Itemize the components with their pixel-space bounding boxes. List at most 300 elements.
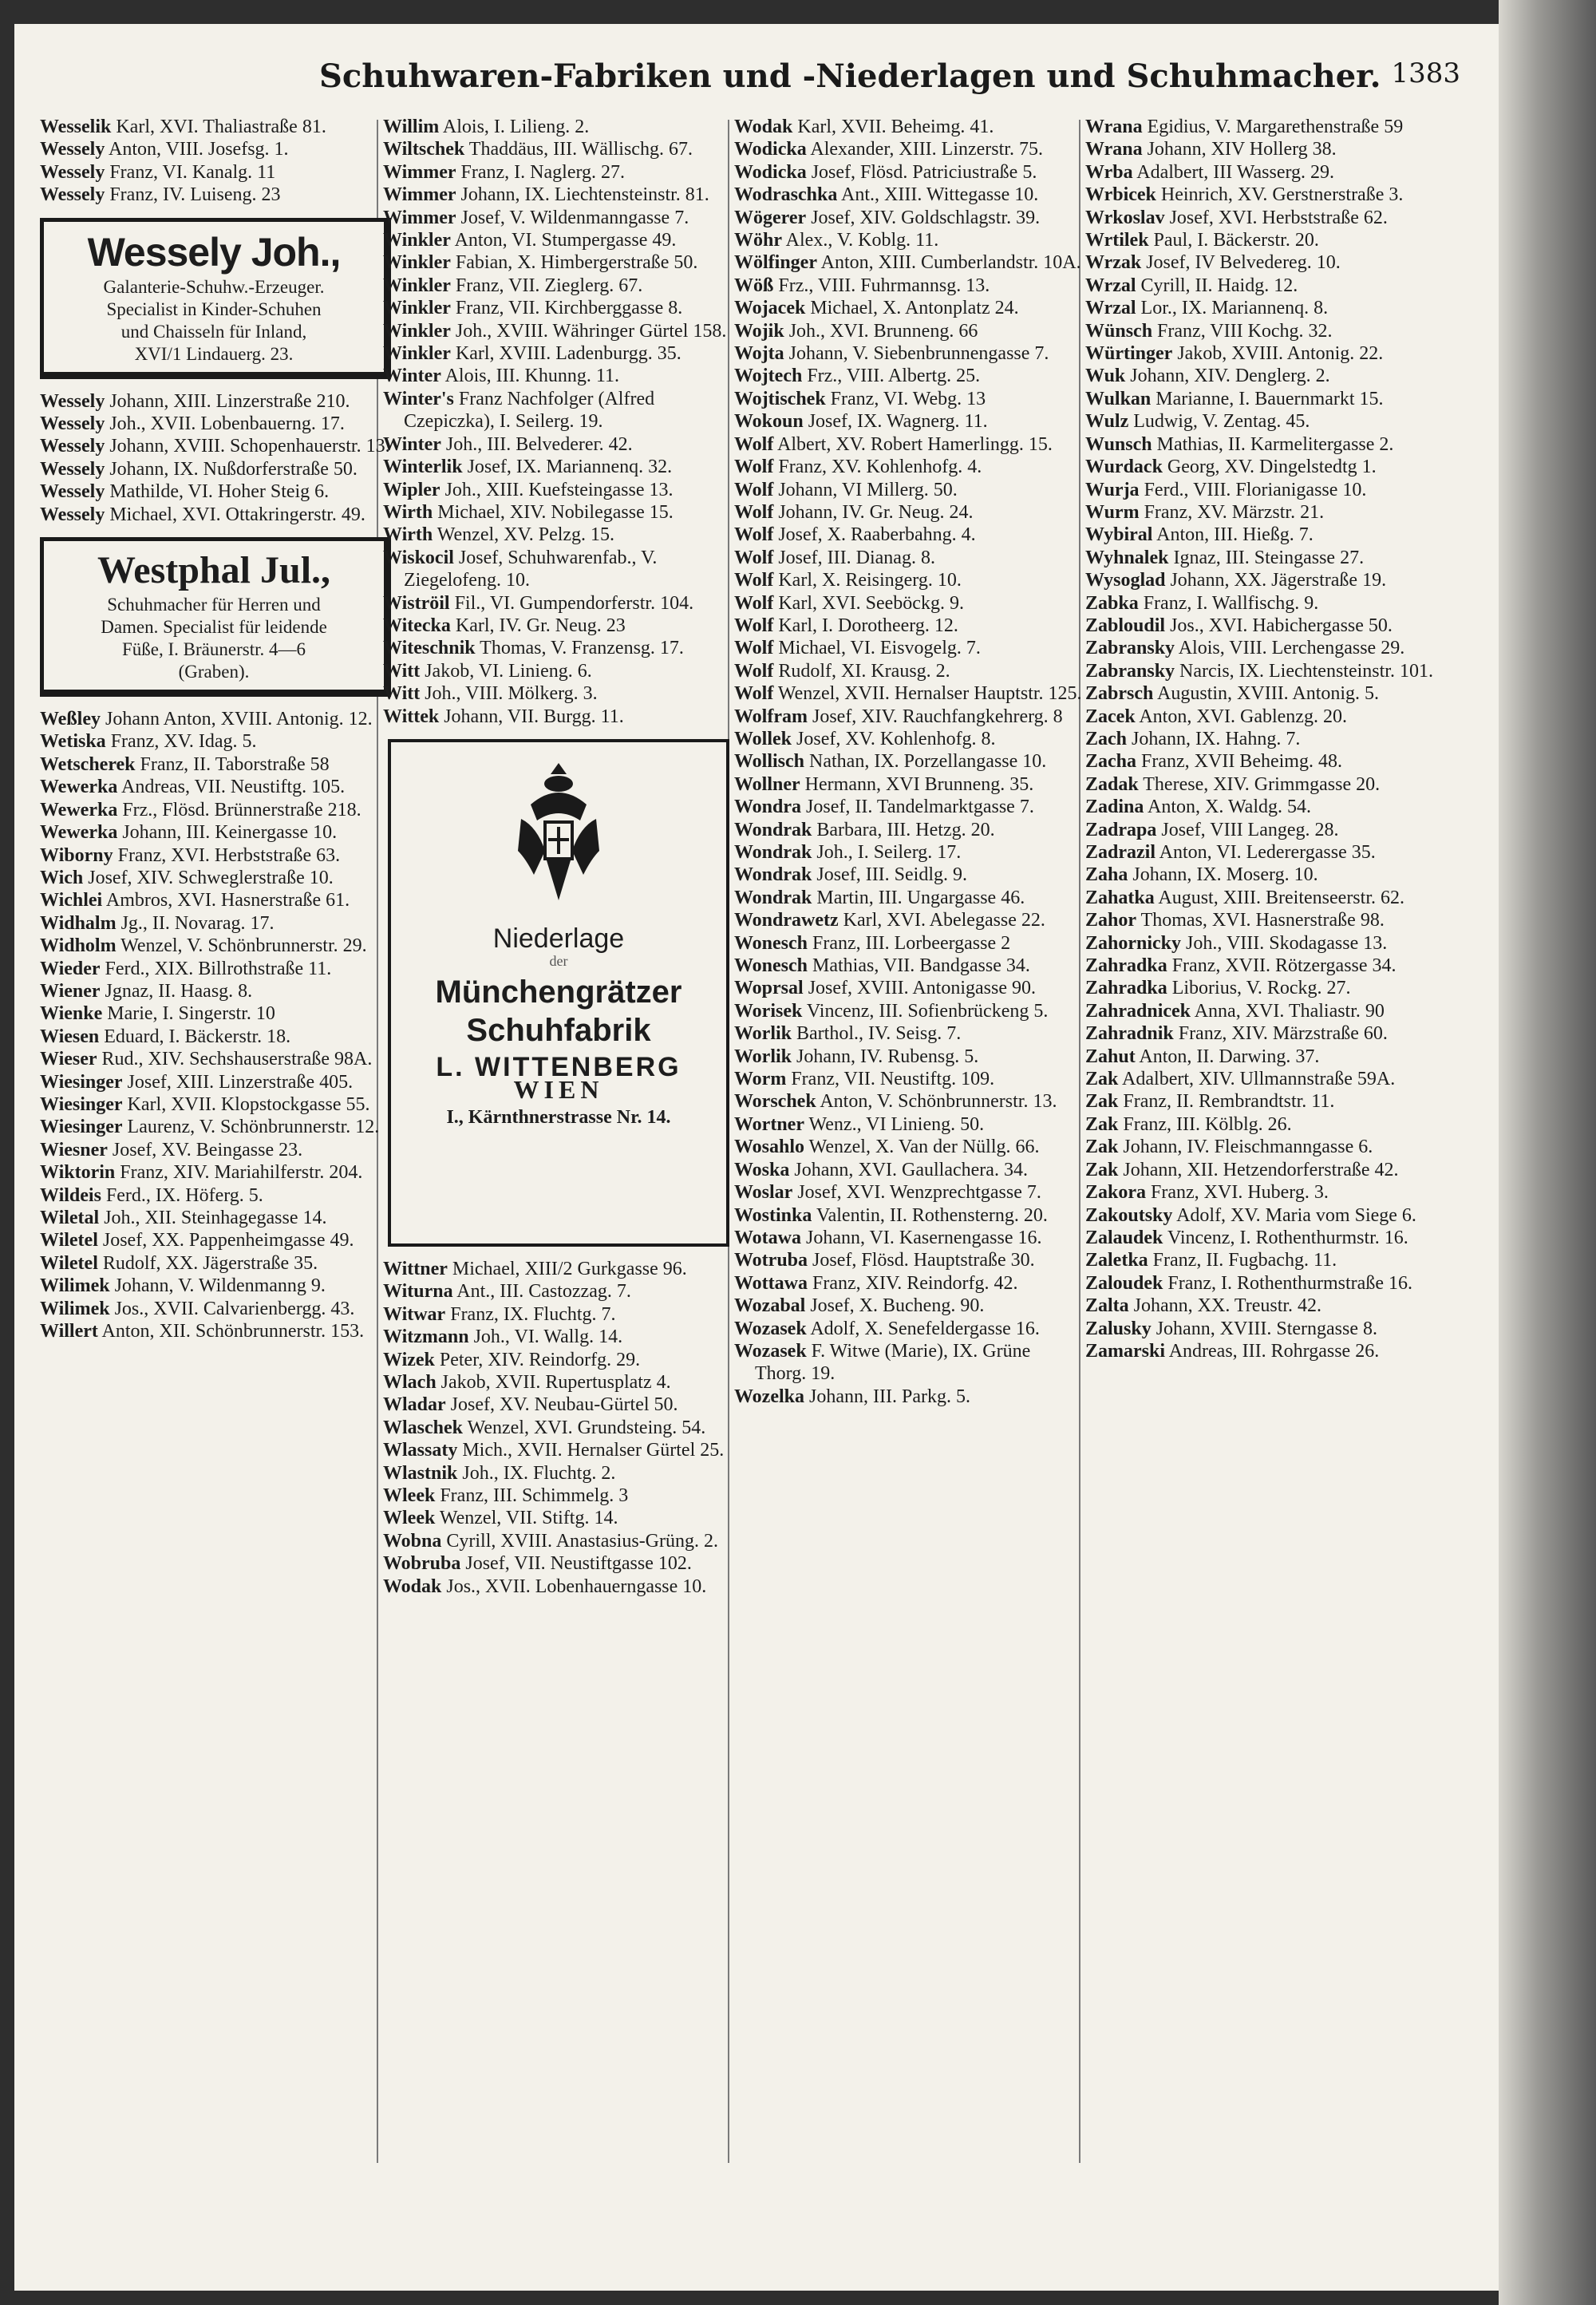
entry-details: Franz, XIV. Reindorfg. 42. [808,1272,1018,1294]
entry-name: Wiktorin [40,1162,116,1184]
directory-entry [383,229,734,251]
entry-name: Zakora [1085,1182,1147,1204]
entry-details: Johann, IX. Nußdorferstraße 50. [105,458,358,480]
entry-details: Josef, XIV. Schweglerstraße 10. [83,867,334,888]
entry-details: Valentin, II. Rothensterng. 20. [812,1204,1048,1226]
directory-entry [383,138,734,160]
entry-details: Franz, IV. Luiseng. 23 [105,184,281,206]
entry-name: Willert [40,1321,98,1342]
directory-entry [1085,955,1436,977]
entry-details: Michael, XIV. Nobilegasse 15. [433,501,674,523]
entry-name: Wozasek [734,1340,807,1362]
directory-entry [734,229,1085,251]
entry-details: Josef, II. Tandelmarktgasse 7. [801,797,1034,818]
entry-name: Wrana [1085,139,1143,160]
directory-entry [383,161,734,184]
directory-entry [1085,1227,1436,1249]
directory-entry [734,1295,1085,1317]
entry-name: Zak [1085,1137,1119,1158]
directory-entry [1085,796,1436,818]
entry-details: Alexander, XIII. Linzerstr. 75. [806,139,1043,160]
entry-details: Fabian, X. Himbergerstraße 50. [450,252,698,274]
entry-name: Wolf [734,524,774,546]
entry-name: Witt [383,683,421,705]
entry-details: Michael, VI. Eisvogelg. 7. [773,638,981,659]
entry-name: Zahut [1085,1046,1136,1067]
entry-details: Josef, XV. Kohlenhofg. 8. [792,728,996,749]
directory-entry [734,297,1085,319]
entry-name: Wolf [734,547,774,568]
entry-details: Johann, XX. Jägerstraße 19. [1165,570,1387,591]
entry-details: Barthol., IV. Seisg. 7. [792,1023,962,1045]
entry-name: Wessely [40,390,105,412]
entry-details: Josef, XV. Neubau-Gürtel 50. [445,1394,678,1416]
entry-details: Josef, III. Dianag. 8. [773,547,935,568]
directory-entry [734,728,1085,750]
directory-entry [734,615,1085,637]
entry-name: Wiesinger [40,1093,123,1115]
entry-name: Wrba [1085,161,1133,183]
entry-name: Wleek [383,1508,436,1529]
entry-details: Franz, III. Schimmelg. 3 [435,1485,629,1507]
entry-name: Wollek [734,728,792,749]
entry-details: Karl, XVI. Seeböckg. 9. [773,592,964,614]
entry-details: Joh., XIII. Kuefsteingasse 13. [440,479,674,500]
directory-entry [734,1318,1085,1340]
directory-entry [734,1204,1085,1227]
directory-entry [734,569,1085,591]
entry-name: Wojacek [734,298,806,319]
directory-entry [40,1252,391,1275]
entry-name: Wlaschek [383,1417,464,1438]
directory-entry [383,706,734,728]
directory-entry [1085,138,1436,160]
entry-name: Wieder [40,958,101,979]
entry-name: Wiletel [40,1252,98,1274]
entry-name: Zahornicky [1085,932,1182,954]
entry-details: Anton, VI. Stumpergasse 49. [450,230,677,251]
entry-name: Weßley [40,709,101,730]
directory-entry [734,1046,1085,1068]
entry-name: Wrana [1085,117,1143,137]
entry-name: Zalaudek [1085,1227,1163,1248]
entry-name: Wiltschek [383,139,465,160]
entry-name: Wiener [40,980,101,1002]
entry-name: Winkler [383,320,451,342]
directory-entry [40,1071,391,1093]
entry-details: Therese, XIV. Grimmgasse 20. [1138,773,1381,795]
directory-entry [1085,1318,1436,1340]
directory-entry [734,887,1085,909]
ad-line6: WIEN [513,1075,604,1105]
directory-entry [734,320,1085,342]
entry-details: Franz Nachfolger (Alfred Czepiczka), I. Seilerg. 19. [404,388,655,433]
entry-details: Johann, IV. Rubensg. 5. [792,1046,979,1067]
entry-name: Wirth [383,501,433,523]
entry-details: Johann, V. Siebenbrunnengasse 7. [784,343,1049,365]
directory-entry [1085,501,1436,524]
entry-name: Wulkan [1085,388,1152,409]
entry-name: Woslar [734,1182,793,1204]
entry-details: Johann, IX. Hahng. 7. [1127,728,1301,749]
entry-details: Franz, XV. Kohlenhofg. 4. [773,457,982,478]
entry-name: Zak [1085,1069,1119,1090]
directory-entry [734,524,1085,546]
directory-entry [734,433,1085,456]
entry-details: Joh., VI. Wallg. 14. [468,1326,623,1348]
entry-details: Josef, X. Bucheng. 90. [805,1295,985,1317]
directory-entry [1085,342,1436,365]
directory-entry [1085,456,1436,478]
entry-details: Joh., VIII. Mölkerg. 3. [420,683,598,705]
entry-details: Narcis, IX. Liechtensteinstr. 101. [1175,660,1433,682]
directory-entry [383,524,734,546]
entry-details: Franz, III. Kölblg. 26. [1118,1113,1292,1135]
entry-details: Johann, XIV Hollerg 38. [1142,139,1337,160]
directory-entry [1085,682,1436,705]
entry-name: Wojtischek [734,388,826,409]
entry-name: Worisek [734,1000,803,1022]
entry-name: Zabka [1085,592,1139,614]
entry-details: Augustin, XVIII. Antonig. 5. [1153,683,1380,705]
entry-details: Vincenz, III. Sofienbrückeng 5. [802,1000,1049,1022]
directory-entry [1085,479,1436,501]
entry-details: Ignaz, III. Steingasse 27. [1168,547,1365,568]
directory-entry [383,479,734,501]
entry-details: Lor., IX. Mariannenq. 8. [1136,298,1329,319]
entry-details: Franz, II. Fugbachg. 11. [1148,1250,1337,1271]
entry-details: Johann, III. Keinergasse 10. [117,822,338,844]
entry-details: Franz, VII. Zieglerg. 67. [450,275,643,296]
entry-details: Anton, V. Schönbrunnerstr. 13. [816,1091,1057,1113]
directory-entry [734,410,1085,433]
entry-name: Wöß [734,275,774,296]
entry-name: Wladar [383,1394,446,1416]
entry-details: Jos., XVI. Habichergasse 50. [1165,615,1393,636]
entry-name: Wögerer [734,207,807,228]
ad-line: (Graben). [178,662,250,682]
directory-entry [734,1000,1085,1022]
directory-entry [383,1349,734,1371]
entry-name: Wilimek [40,1298,110,1319]
directory-entry [1085,320,1436,342]
entry-details: Johann, IV. Fleischmanngasse 6. [1118,1137,1373,1158]
entry-name: Wodak [383,1576,442,1597]
directory-entry [40,504,391,526]
entry-name: Wotruba [734,1250,808,1271]
entry-name: Wolf [734,570,774,591]
entry-name: Worlik [734,1046,792,1067]
entry-details: Marie, I. Singerstr. 10 [102,1003,275,1025]
directory-entry [1085,1204,1436,1227]
directory-entry [1085,660,1436,682]
entry-name: Zadrazil [1085,842,1156,863]
entry-details: Ferd., VIII. Florianigasse 10. [1139,479,1367,500]
entry-details: Franz, I. Naglerg. 27. [456,161,626,183]
directory-entry [734,750,1085,773]
entry-name: Zach [1085,728,1128,749]
entry-details: Heinrich, XV. Gerstnerstraße 3. [1156,184,1404,206]
entry-name: Wysoglad [1085,570,1166,591]
entry-name: Zadak [1085,773,1139,795]
directory-entry [40,958,391,980]
entry-details: Josef, Flösd. Hauptstraße 30. [808,1250,1035,1271]
entry-details: Anton, XVI. Gablenzg. 20. [1135,706,1347,727]
entry-name: Wessely [40,481,105,503]
entry-details: Josef, XIII. Linzerstraße 405. [122,1071,354,1093]
entry-details: Jg., II. Novarag. 17. [116,912,275,934]
entry-details: Ferd., IX. Höferg. 5. [101,1184,263,1206]
ad-line: und Chaisseln für Inland, [120,321,307,342]
directory-entry [734,841,1085,864]
entry-name: Wimmer [383,184,456,206]
entry-details: Franz, I. Wallfischg. 9. [1138,592,1319,614]
entry-name: Wosahlo [734,1137,805,1158]
entry-name: Wojta [734,343,784,365]
entry-details: Josef, III. Seidlg. 9. [812,864,968,886]
entry-name: Wollner [734,773,800,795]
directory-entry [734,184,1085,206]
directory-entry [383,1371,734,1394]
entry-name: Würtinger [1085,343,1173,365]
directory-entry [1085,750,1436,773]
entry-name: Wurdack [1085,457,1163,478]
entry-name: Zalta [1085,1295,1129,1317]
advert-westphal [40,537,391,697]
entry-details: Franz, VII. Neustiftg. 109. [786,1069,995,1090]
entry-details: Frz., Flösd. Brünnerstraße 218. [117,799,361,820]
entry-details: Johann, IX. Moserg. 10. [1128,864,1318,886]
entry-details: Josef, XVI. Herbststraße 62. [1164,207,1388,228]
entry-details: Joh., III. Belvederег. 42. [440,433,633,455]
entry-name: Zahradka [1085,955,1167,977]
entry-name: Zahatka [1085,887,1155,908]
entry-details: Thomas, XVI. Hasnerstraße 98. [1136,910,1385,931]
ad-line: Schuhmacher für Herren und [107,595,321,615]
directory-entry [40,776,391,798]
directory-entry [734,1386,1085,1408]
entry-name: Wessely [40,436,105,457]
directory-entry [40,844,391,867]
entry-details: Josef, IX. Mariannenq. 32. [462,457,673,478]
entry-details: Franz, II. Taborstraße 58 [135,753,330,775]
entry-name: Wondrawetz [734,910,839,931]
entry-details: Johann, XII. Hetzendorferstraße 42. [1118,1159,1399,1180]
directory-entry [40,1093,391,1116]
entry-name: Wolf [734,457,774,478]
directory-entry [1085,1181,1436,1204]
entry-name: Winter [383,433,441,455]
entry-name: Wiesinger [40,1117,123,1138]
directory-entry [734,1090,1085,1113]
entry-details: Rud., XIV. Sechshauserstraße 98A. [97,1049,373,1070]
entry-name: Worm [734,1069,787,1090]
entry-details: Johann, III. Parkg. 5. [804,1386,970,1407]
entry-name: Wich [40,867,84,888]
column-2 [383,116,734,1598]
ad-line: Galanterie-Schuhw.-Erzeuger. [103,276,325,297]
entry-name: Worlik [734,1023,792,1045]
entry-details: Egidius, V. Margarethenstraße 59 [1142,117,1404,137]
entry-details: Thaddäus, III. Wällischg. 67. [464,139,693,160]
entry-name: Worschek [734,1091,816,1113]
directory-entry [40,1139,391,1161]
entry-details: Franz, VI. Kanalg. 11 [105,161,276,183]
entry-name: Zabloudil [1085,615,1166,636]
directory-entry [383,682,734,705]
entry-name: Wotawa [734,1227,801,1248]
directory-entry [734,955,1085,977]
directory-entry [1085,207,1436,229]
entry-details: Joh., IX. Fluchtg. 2. [457,1462,616,1484]
column-1 [40,116,391,1342]
directory-entry [383,615,734,637]
entry-name: Wyhnalek [1085,547,1169,568]
entry-details: Josef, XX. Pappenheimgasse 49. [97,1230,354,1251]
entry-details: Joh., XVIII. Währinger Gürtel 158. [450,320,727,342]
directory-entry [1085,1136,1436,1158]
entry-details: Anton, VIII. Josefsg. 1. [105,139,289,160]
directory-entry [734,1181,1085,1204]
entry-name: Wybiral [1085,524,1153,546]
entry-name: Zaha [1085,864,1128,886]
entry-details: Wenzel, X. Van der Nüllg. 66. [804,1137,1040,1158]
entry-details: Wenz., VI Linieng. 50. [804,1113,985,1135]
entry-name: Wolf [734,638,774,659]
directory-entry [1085,864,1436,886]
directory-entry [1085,569,1436,591]
entry-name: Wessely [40,184,105,206]
ad-title: Westphal Jul., [97,549,331,592]
entry-details: Frz., VIII. Albertg. 25. [802,366,981,387]
entry-name: Wölfinger [734,252,817,274]
directory-entry [734,251,1085,274]
directory-entry [40,1207,391,1229]
directory-entry [734,207,1085,229]
entry-name: Wewerka [40,799,118,820]
entry-details: Johann, XX. Treustr. 42. [1128,1295,1322,1317]
entry-name: Witecka [383,615,451,636]
directory-entry [40,1002,391,1025]
entry-details: Josef, IV Belvedereg. 10. [1141,252,1341,274]
entry-details: Liborius, V. Rockg. 27. [1167,978,1351,999]
entry-name: Wildeis [40,1184,101,1206]
entry-name: Wostinka [734,1204,812,1226]
directory-entry [383,1530,734,1552]
entry-name: Witt [383,660,421,682]
directory-entry [1085,819,1436,841]
entry-details: Michael, XVI. Ottakringerstr. 49. [105,504,365,525]
entry-name: Wlassaty [383,1440,458,1461]
entry-details: Ant., XIII. Wittegasse 10. [837,184,1039,206]
directory-entry [383,1462,734,1485]
entry-name: Wewerka [40,822,118,844]
entry-name: Zaloudek [1085,1272,1163,1294]
entry-details: Mathias, II. Karmelitergasse 2. [1152,433,1394,455]
entry-details: Josef, XIV. Goldschlagstr. 39. [806,207,1041,228]
directory-entry [1085,365,1436,387]
entry-details: Adalbert, XIV. Ullmannstraße 59A. [1118,1069,1396,1090]
directory-entry [734,909,1085,931]
entry-name: Wojik [734,320,784,342]
entry-details: Joh., I. Seilerg. 17. [812,842,962,863]
entry-name: Willim [383,117,440,137]
directory-entry [1085,977,1436,999]
entry-details: Karl, X. Reisingerg. 10. [773,570,962,591]
entry-name: Wuk [1085,366,1126,387]
entry-name: Winterlik [383,457,463,478]
entry-name: Wurja [1085,479,1140,500]
ad-title: Wessely Joh., [87,229,341,275]
directory-entry [383,1439,734,1461]
directory-entry [1085,728,1436,750]
directory-entry [734,1340,1085,1386]
directory-entry [1085,1340,1436,1362]
entry-name: Wrzal [1085,298,1136,319]
directory-entry [383,1303,734,1326]
directory-entry [734,637,1085,659]
directory-entry [40,1320,391,1342]
entry-name: Woska [734,1159,790,1180]
directory-entry [40,935,391,957]
directory-entry [383,1326,734,1348]
directory-entry [383,1417,734,1439]
entry-details: Adolf, XV. Maria vom Siege 6. [1172,1204,1416,1226]
directory-entry [734,501,1085,524]
entry-name: Wodraschka [734,184,838,206]
entry-details: Josef, VII. Neustiftgasse 102. [460,1553,692,1575]
entry-details: Joh., XII. Steinhagegasse 14. [99,1208,327,1228]
directory-entry [1085,1295,1436,1317]
directory-entry [40,753,391,776]
directory-entry [734,116,1085,138]
entry-name: Wolf [734,683,774,705]
entry-details: Albert, XV. Robert Hamerlingg. 15. [773,433,1053,455]
directory-entry [734,275,1085,297]
entry-details: Karl, XVIII. Ladenburgg. 35. [450,343,681,365]
directory-entry [383,547,734,592]
directory-entry [1085,1159,1436,1181]
directory-entry [40,458,391,480]
entry-name: Wodak [734,117,793,137]
entry-name: Wrbicek [1085,184,1156,206]
entry-details: Cyrill, II. Haidg. 12. [1136,275,1298,296]
ad-line2: der [549,953,568,970]
directory-entry [734,660,1085,682]
entry-name: Wolf [734,615,774,636]
entry-name: Winkler [383,252,451,274]
directory-entry [734,932,1085,955]
directory-entry [734,138,1085,160]
directory-entry [1085,1090,1436,1113]
entry-name: Zahradnicek [1085,1000,1191,1022]
entry-name: Wozabal [734,1295,806,1317]
entry-name: Zak [1085,1159,1119,1180]
directory-entry [383,660,734,682]
directory-entry [734,592,1085,615]
entry-name: Wobna [383,1530,442,1552]
directory-entry [40,867,391,889]
entry-details: Joh., XVI. Brunneng. 66 [784,320,978,342]
entry-details: Karl, I. Dorotheerg. 12. [773,615,958,636]
entry-name: Wodicka [734,139,807,160]
entry-name: Wittner [383,1258,448,1279]
directory-entry [40,138,391,160]
directory-entry [383,116,734,138]
entry-details: Wenzel, VII. Stiftg. 14. [435,1508,618,1529]
entry-name: Winter's [383,388,454,409]
directory-entry [1085,275,1436,297]
